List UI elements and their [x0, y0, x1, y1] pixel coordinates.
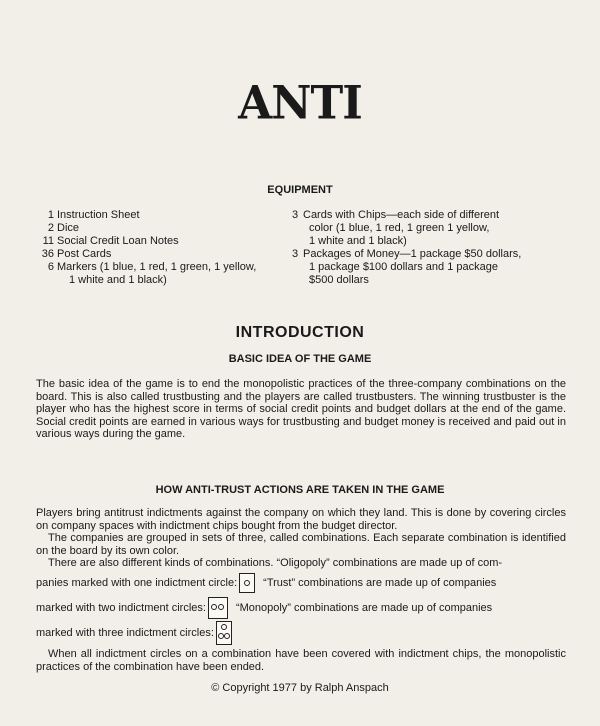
list-item: 3 Packages of Money—1 package $50 dollars, [292, 248, 522, 260]
introduction-heading: INTRODUCTION [235, 324, 365, 341]
equipment-list-left [36, 209, 286, 287]
list-item: 36 Post Cards [41, 248, 112, 260]
antitrust-paragraph-4: When all indictment circles on a combination have been covered with indictment chips, the monopolistic practices of the combination have been ended. [36, 648, 566, 673]
three-circle-chip-icon [216, 621, 232, 645]
one-circle-chip-icon [239, 573, 255, 593]
list-item: 1 white and 1 black) [69, 274, 167, 286]
list-item: 1 package $100 dollars and 1 package [309, 261, 498, 273]
oligopoly-line: panies marked with one indictment circle: “Trust” combinations are made up of companies [36, 572, 566, 594]
trust-line: marked with two indictment circles: “Monopoly” combinations are made up of companies [36, 596, 566, 620]
antitrust-paragraph-3: There are also different kinds of combinations. “Oligopoly” combinations are made up of com- [48, 557, 503, 569]
list-item: 2 Dice [47, 222, 80, 234]
basic-idea-heading: BASIC IDEA OF THE GAME [228, 353, 372, 365]
list-item: 1 white and 1 black) [309, 235, 407, 247]
list-item: 1 Instruction Sheet [47, 209, 140, 221]
basic-idea-paragraph: The basic idea of the game is to end the monopolistic practices of the three-company combinations on the board. This is also called trustbusting and the players are called trustbusters. The winning trustbuster is the player who has the highest score in terms of social credit points and budget dollars at the end of the game. Social credit points are earned in various ways for trustbusting and budget money is received and paid out in various ways during the game. [36, 378, 566, 440]
list-item: 3 Cards with Chips—each side of different [292, 209, 500, 221]
list-item: $500 dollars [309, 274, 369, 286]
list-item: 11 Social Credit Loan Notes [42, 235, 179, 247]
two-circle-chip-icon [208, 597, 228, 619]
antitrust-paragraph-2: The companies are grouped in sets of three, called combinations. Each separate combination is identified on the board by its own color. [36, 532, 566, 557]
antitrust-heading: HOW ANTI-TRUST ACTIONS ARE TAKEN IN THE GAME [155, 484, 445, 496]
equipment-heading: EQUIPMENT [267, 184, 333, 196]
antitrust-paragraph-1: Players bring antitrust indictments against the company on which they land. This is done by covering circles on company spaces with indictment chips bought from the budget director. [36, 507, 566, 532]
list-item: 6 Markers (1 blue, 1 red, 1 green, 1 yellow, [47, 261, 257, 273]
list-item: color (1 blue, 1 red, 1 green 1 yellow, [309, 222, 490, 234]
equipment-list-right [292, 209, 582, 287]
monopoly-line: marked with three indictment circles: [36, 620, 566, 646]
game-logo: ANTI [238, 76, 362, 131]
copyright-notice: © Copyright 1977 by Ralph Anspach [211, 682, 389, 694]
